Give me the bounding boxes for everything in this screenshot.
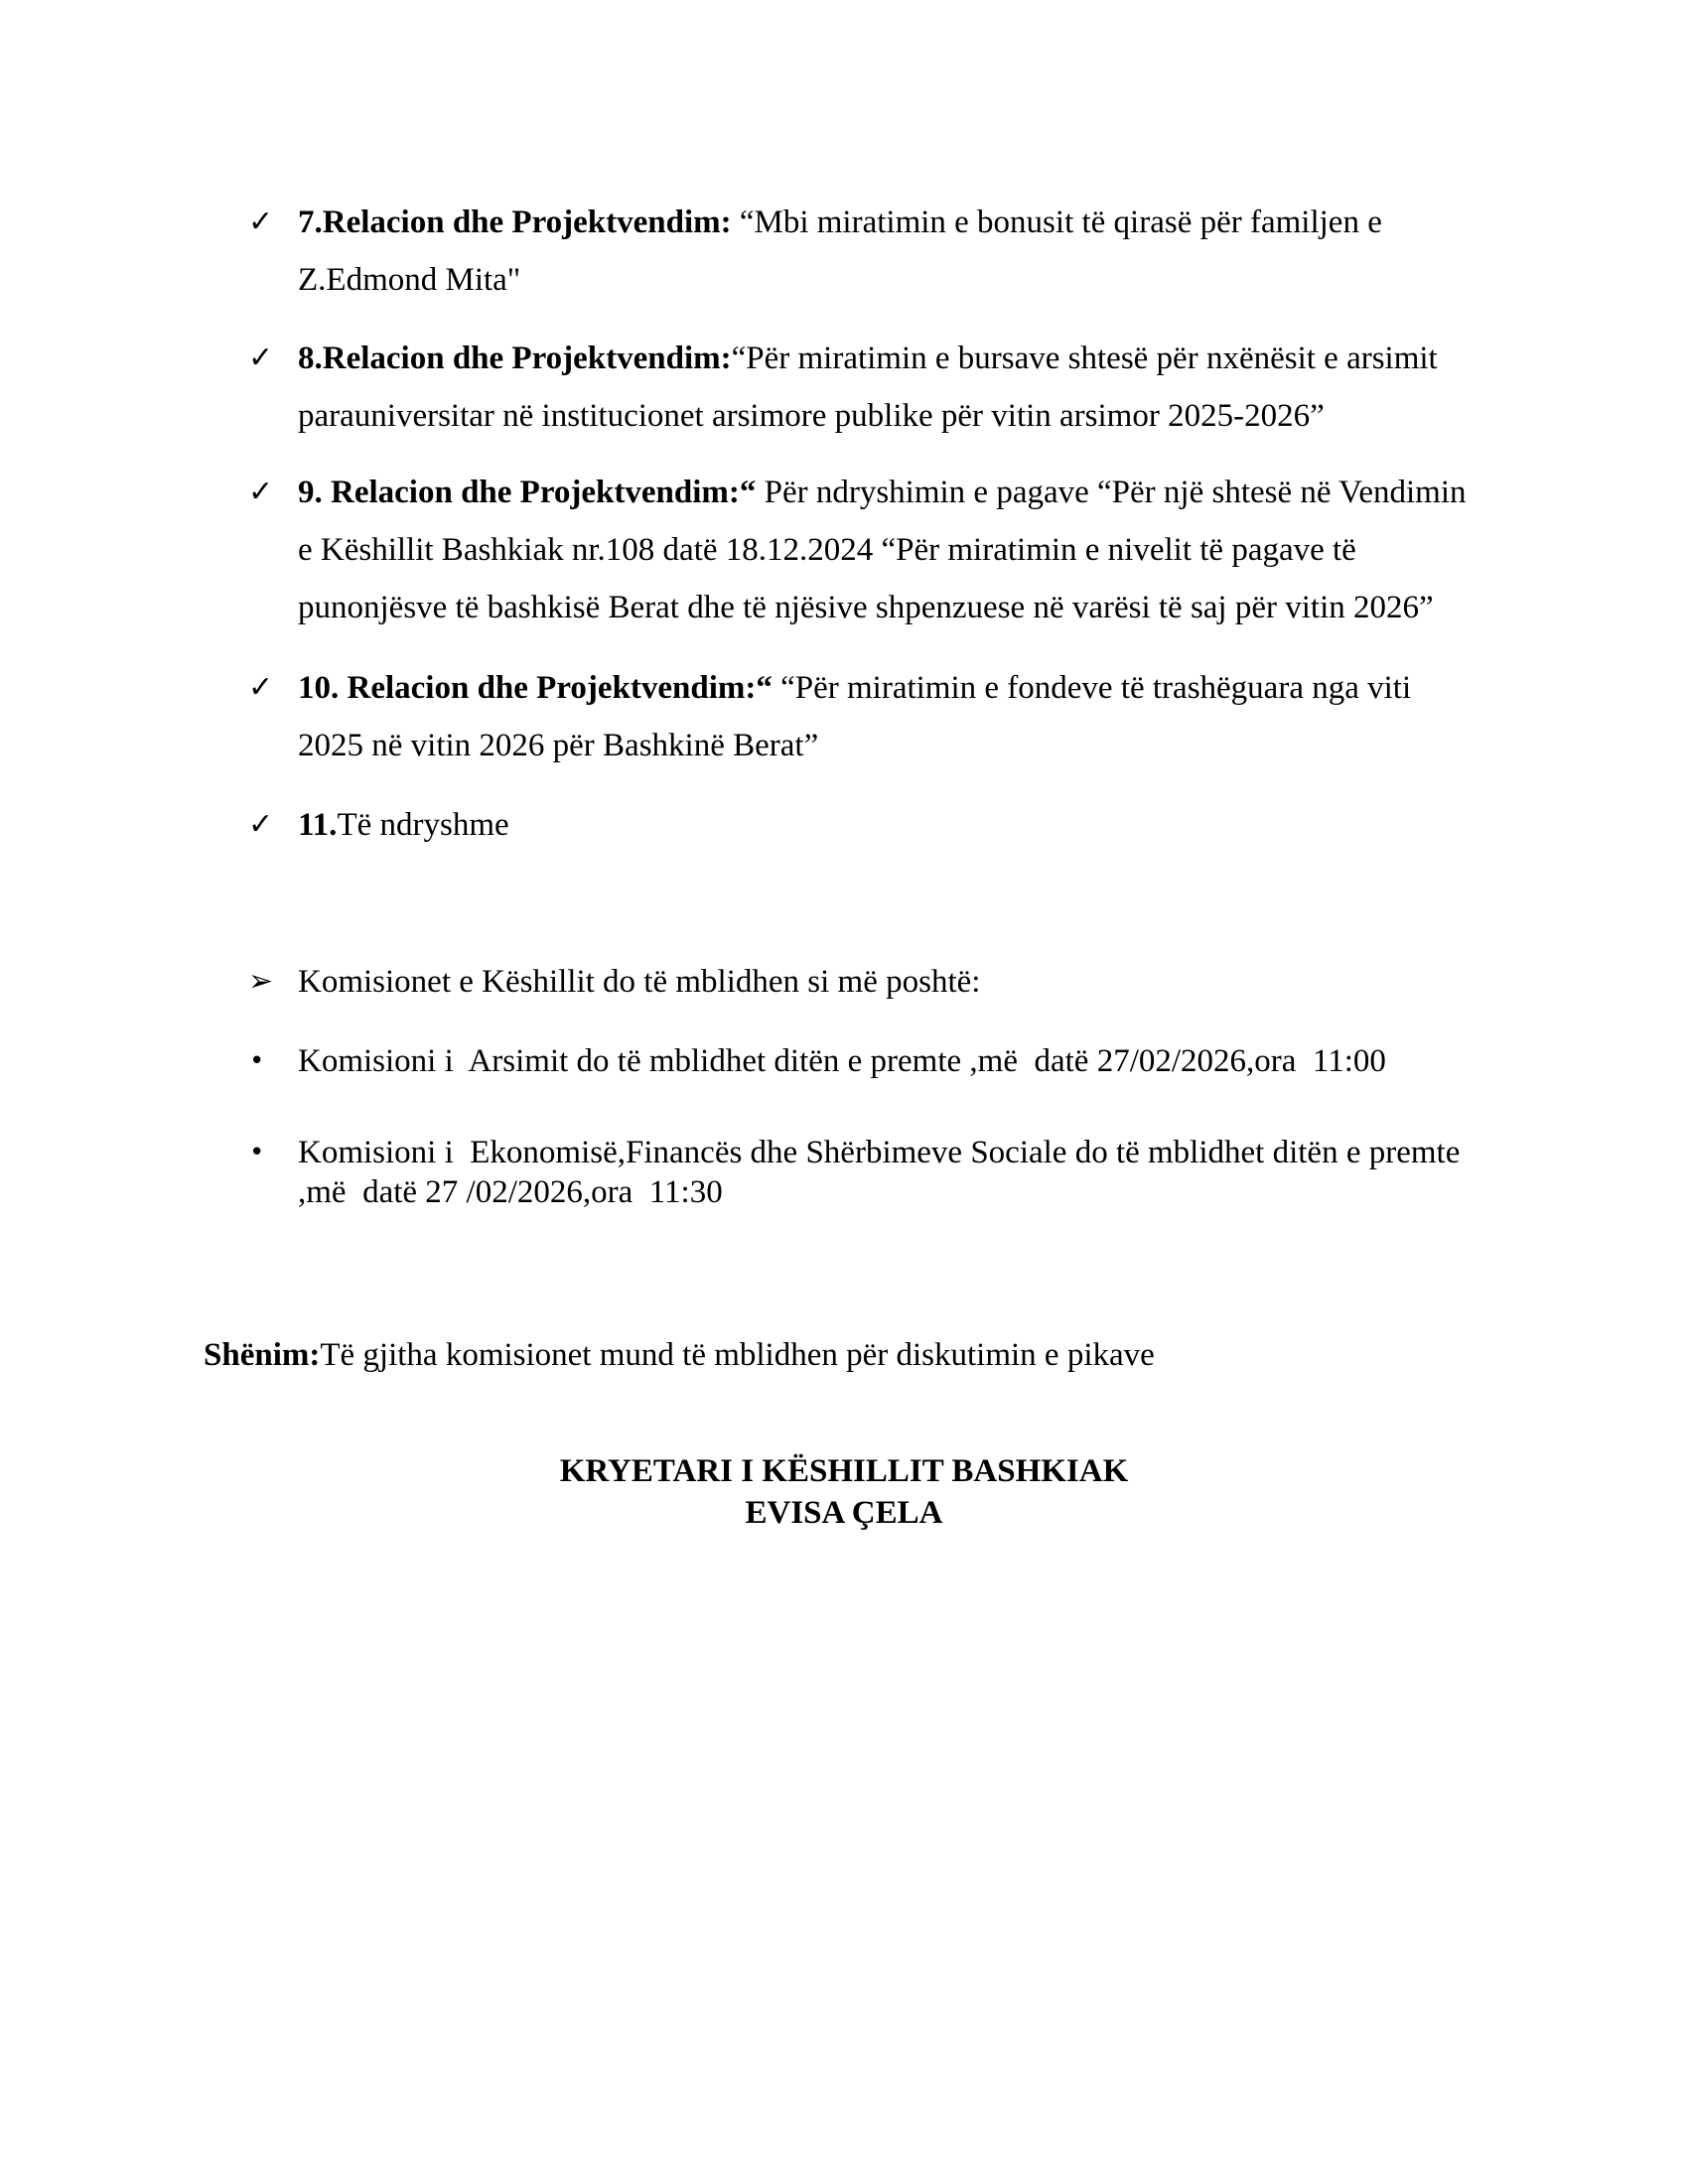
agenda-item-11-line-1: [298, 796, 1489, 854]
agenda-item-11-text: Të ndryshme: [337, 807, 509, 843]
commissions-header-text: Komisionet e Këshillit do të mblidhen si më poshtë:: [298, 964, 981, 1000]
agenda-item-9-line-2: e Këshillit Bashkiak nr.108 datë 18.12.2024 “Për miratimin e nivelit të pagave të: [298, 532, 1356, 568]
signature-title: KRYETARI I KËSHILLIT BASHKIAK: [559, 1453, 1129, 1489]
agenda-item-10: [248, 659, 1489, 774]
bullet-icon: •: [249, 1046, 265, 1076]
note-paragraph: [204, 1333, 1489, 1377]
agenda-item-8-text: “Për miratimin e bursave shtesë për nxënësit e arsimit: [731, 341, 1438, 376]
commission-meeting-ekonomia-line-2: ,më datë 27 /02/2026,ora 11:30: [298, 1174, 723, 1210]
checkmark-icon: ✓: [248, 475, 274, 509]
agenda-item-8-line-2: parauniversitar në institucionet arsimore publike për vitin arsimor 2025-2026”: [298, 398, 1325, 434]
agenda-item-10-heading: 10. Relacion dhe Projektvendim:“: [298, 670, 773, 706]
note-text: Të gjitha komisionet mund të mblidhen për diskutimin e pikave: [320, 1337, 1155, 1373]
agenda-item-7-line-1: [298, 194, 1489, 251]
arrow-bullet-icon: ➢: [248, 964, 274, 999]
commission-meeting-ekonomia: [249, 1133, 1489, 1212]
commission-meeting-arsimi: [249, 1032, 1489, 1090]
signature-name: EVISA ÇELA: [745, 1495, 943, 1531]
agenda-item-7-heading: 7.Relacion dhe Projektvendim:: [298, 205, 732, 240]
agenda-item-9-text: Për ndryshimin e pagave “Për një shtesë në Vendimin: [756, 475, 1467, 510]
signature-block: [0, 1450, 1688, 1534]
agenda-item-11-heading: 11.: [298, 807, 338, 843]
commission-meeting-ekonomia-line-1: Komisioni i Ekonomisë,Financës dhe Shërbimeve Sociale do të mblidhet ditën e premte: [298, 1135, 1461, 1170]
agenda-item-7-line-2: Z.Edmond Mita": [298, 262, 521, 298]
agenda-item-8-heading: 8.Relacion dhe Projektvendim:: [298, 341, 732, 376]
checkmark-icon: ✓: [248, 670, 274, 705]
agenda-item-9: [248, 464, 1489, 636]
agenda-item-10-line-1: [298, 659, 1489, 717]
agenda-item-7: [248, 194, 1489, 309]
agenda-item-10-line-2: 2025 në vitin 2026 për Bashkinë Berat”: [298, 728, 819, 763]
agenda-item-7-text: “Mbi miratimin e bonusit të qirasë për familjen e: [731, 205, 1382, 240]
note-label: Shënim:: [204, 1337, 321, 1373]
agenda-item-9-line-3: punonjësve të bashkisë Berat dhe të njësive shpenzuese në varësi të saj për vitin 2026”: [298, 590, 1434, 625]
agenda-item-9-heading: 9. Relacion dhe Projektvendim:“: [298, 475, 757, 510]
bullet-icon: •: [249, 1138, 265, 1167]
agenda-item-10-text: “Për miratimin e fondeve të trashëguara nga viti: [772, 670, 1412, 706]
commissions-header: [248, 953, 1489, 1011]
commission-meeting-arsimi-text: Komisioni i Arsimit do të mblidhet ditën e premte ,më datë 27/02/2026,ora 11:00: [298, 1043, 1386, 1079]
agenda-item-8-line-1: [298, 330, 1489, 387]
agenda-item-9-line-1: [298, 464, 1489, 521]
checkmark-icon: ✓: [248, 341, 274, 375]
agenda-item-11: [248, 796, 1489, 854]
agenda-item-8: [248, 330, 1489, 445]
checkmark-icon: ✓: [248, 807, 274, 842]
checkmark-icon: ✓: [248, 205, 274, 239]
